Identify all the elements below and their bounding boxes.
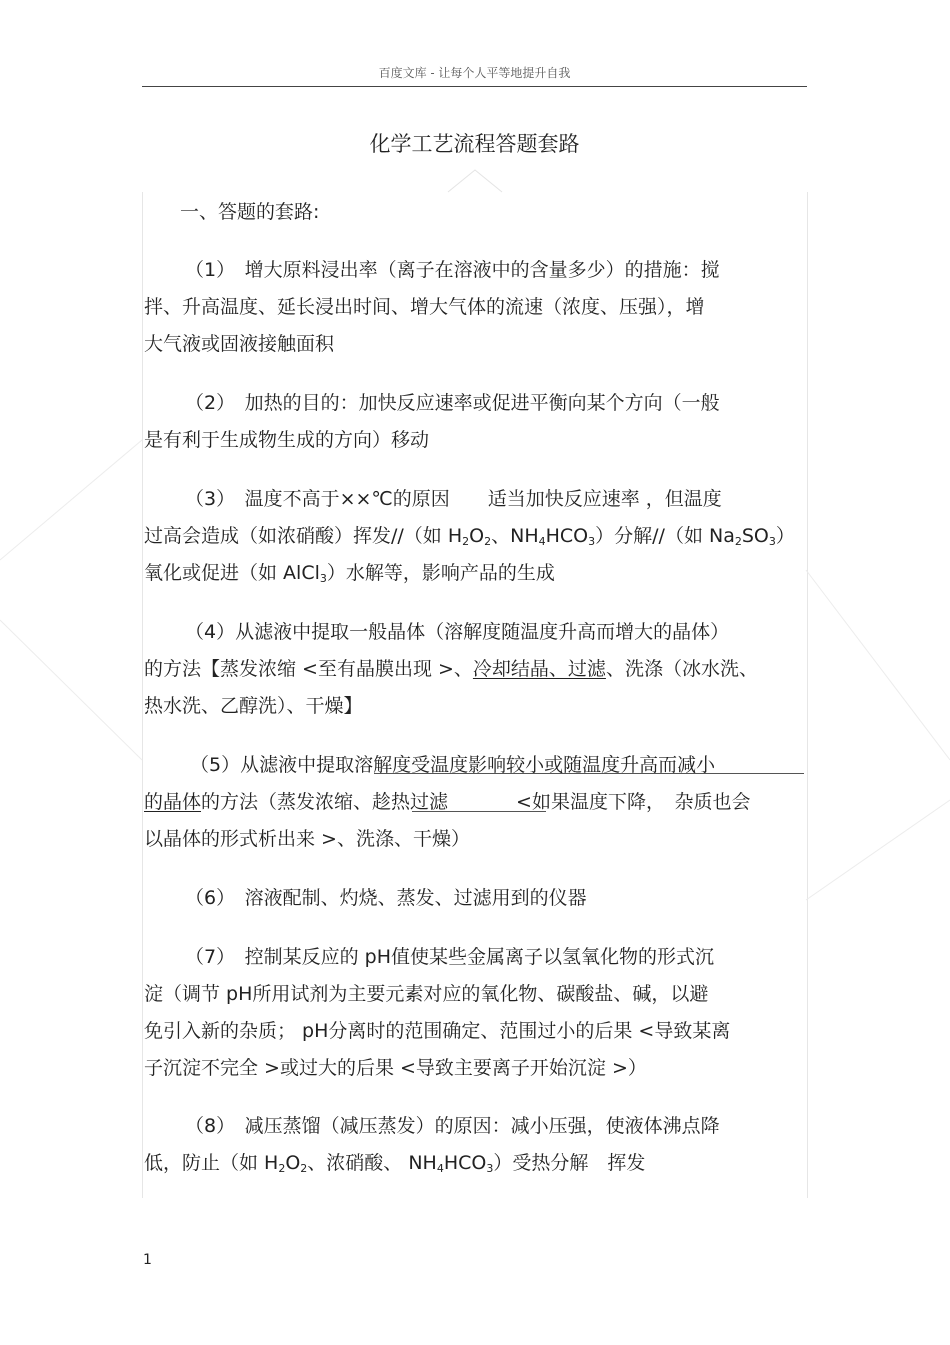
item-3-line-3-a: 氧化或促进（如 AlCl xyxy=(144,562,320,584)
item-7-line-1: （7） 控制某反应的 pH值使某些金属离子以氢氧化物的形式沉 xyxy=(185,946,714,968)
header-rule xyxy=(142,86,807,87)
item-8-line-2-a: 低，防止（如 H xyxy=(144,1152,279,1174)
item-4-line-2-c: 、洗涤（冰水洗、 xyxy=(605,658,758,680)
item-3-line-1: （3） 温度不高于××℃的原因 适当加快反应速率 ，但温度 xyxy=(185,488,722,510)
item-8-line-2-e: ）受热分解 挥发 xyxy=(493,1152,646,1174)
item-5-line-2-c: 热过滤 xyxy=(391,791,449,813)
item-4-line-2 xyxy=(144,657,758,681)
item-5-underline-2 xyxy=(412,811,546,812)
item-4-line-1: （4）从滤液中提取一般晶体（溶解度随温度升高而增大的晶体） xyxy=(185,621,730,643)
item-5-line-2-d: <如果温度下降， 杂质也会 xyxy=(516,791,751,813)
item-4-underlined-text: 冷却结晶、过滤 xyxy=(472,658,606,680)
item-7-line-4: 子沉淀不完全 >或过大的后果 <导致主要离子开始沉淀 >） xyxy=(144,1057,647,1079)
subscript: 3 xyxy=(486,1162,494,1175)
subscript: 4 xyxy=(436,1162,444,1175)
item-2-line-2: 是有利于生成物生成的方向）移动 xyxy=(144,429,430,451)
subscript: 3 xyxy=(319,572,327,585)
item-3-line-2-f: SO xyxy=(741,525,769,547)
item-3-line-2-e: ）分解//（如 Na xyxy=(595,525,735,547)
item-3-line-2-b: O xyxy=(469,525,485,547)
subscript: 3 xyxy=(768,535,776,548)
item-5-underline-1 xyxy=(374,773,804,774)
page-header: 百度文库 - 让每个人平等地提升自我 xyxy=(378,66,571,80)
item-8-line-2-c: 、浓硝酸、 NH xyxy=(307,1152,437,1174)
item-5-line-1-b: 溶解度受温度影响较小或随温度升高而减小 xyxy=(354,754,716,776)
item-1-line-2: 拌、升高温度、延长浸出时间、增大气体的流速（浓度、压强），增 xyxy=(144,296,705,318)
item-3-line-3-b: ）水解等，影响产品的生成 xyxy=(326,562,555,584)
item-8-line-2 xyxy=(144,1151,645,1181)
item-5-line-2-b: 的方法（蒸发浓缩、趁 xyxy=(201,791,392,813)
item-8-line-2-d: HCO xyxy=(443,1152,487,1174)
item-5-line-3: 以晶体的形式析出来 >、洗涤、干燥） xyxy=(144,828,470,850)
item-8-line-1: （8） 减压蒸馏（减压蒸发）的原因：减小压强，使液体沸点降 xyxy=(185,1115,720,1137)
subscript: 4 xyxy=(538,535,546,548)
subscript: 2 xyxy=(484,535,492,548)
item-7-line-2: 淀（调节 pH所用试剂为主要元素对应的氧化物、碳酸盐、碱，以避 xyxy=(144,983,709,1005)
item-3-line-2-c: 、NH xyxy=(491,525,539,547)
item-1-line-1: （1） 增大原料浸出率（离子在溶液中的含量多少）的措施：搅 xyxy=(185,259,720,281)
subscript: 2 xyxy=(462,535,470,548)
page-number: 1 xyxy=(143,1252,152,1268)
item-3-line-2-d: HCO xyxy=(545,525,589,547)
document-title: 化学工艺流程答题套路 xyxy=(369,132,580,156)
item-5-underlined-text: 的晶体 xyxy=(144,791,202,813)
item-3-line-2-a: 过高会造成（如浓硝酸）挥发//（如 H xyxy=(144,525,463,547)
item-1-line-3: 大气液或固液接触面积 xyxy=(144,333,335,355)
item-3-line-2 xyxy=(144,524,795,554)
item-6-line-1: （6） 溶液配制、灼烧、蒸发、过滤用到的仪器 xyxy=(185,887,587,909)
item-3-line-3 xyxy=(144,561,555,591)
subscript: 2 xyxy=(300,1162,308,1175)
item-4-line-3: 热水洗、乙醇洗）、干燥】 xyxy=(144,695,363,717)
item-4-line-2-a: 的方法【蒸发浓缩 <至有晶膜出现 >、 xyxy=(144,658,473,680)
subscript: 3 xyxy=(588,535,596,548)
section-heading: 一、答题的套路: xyxy=(180,201,320,223)
item-3-line-2-g: ） xyxy=(775,525,795,547)
item-8-line-2-b: O xyxy=(285,1152,301,1174)
item-5-line-1-a: （5）从滤液中提取 xyxy=(190,754,355,776)
subscript: 2 xyxy=(734,535,742,548)
subscript: 2 xyxy=(278,1162,286,1175)
item-2-line-1: （2） 加热的目的：加快反应速率或促进平衡向某个方向（一般 xyxy=(185,392,720,414)
item-7-line-3: 免引入新的杂质； pH分离时的范围确定、范围过小的后果 <导致某离 xyxy=(144,1020,731,1042)
